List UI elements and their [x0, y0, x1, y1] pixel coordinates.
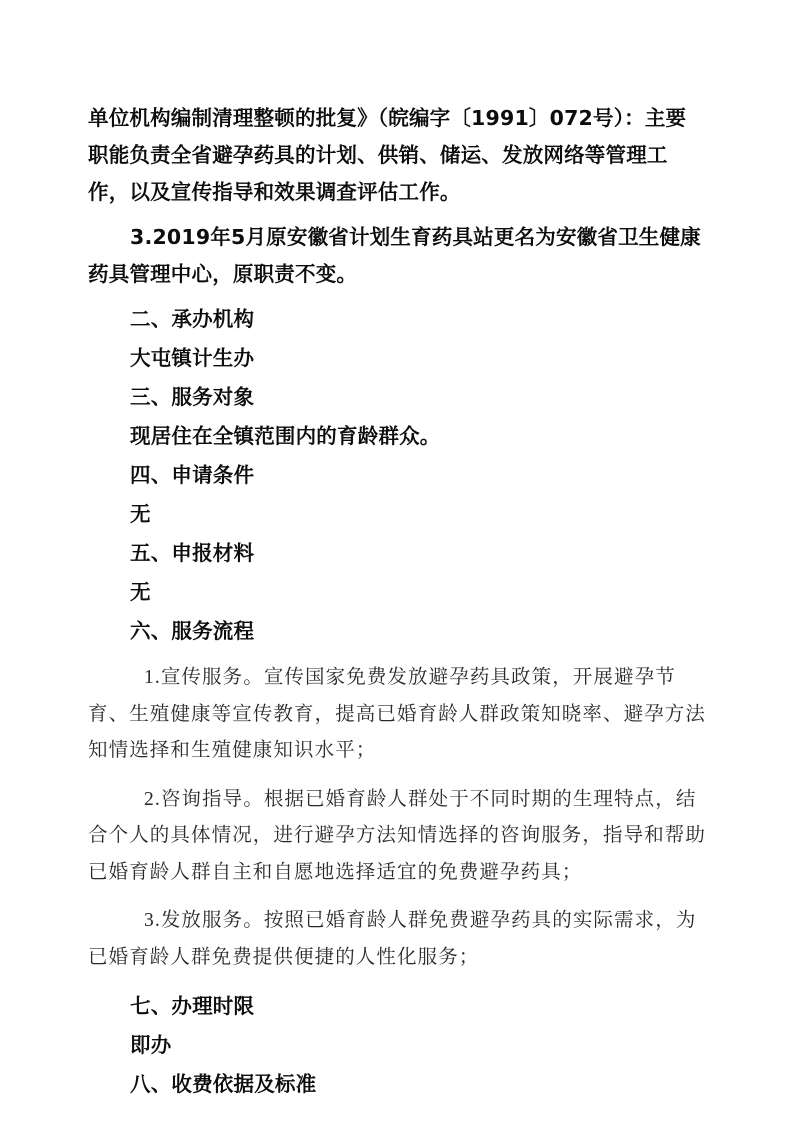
heading-section-6: 六、服务流程	[130, 619, 255, 643]
heading-section-2: 二、承办机构	[130, 307, 255, 331]
paragraph-continuation: 单位机构编制清理整顿的批复》（皖编字〔1991〕072号）：主要职能负责全省避孕药具的计划、供销、储运、发放网络等管理工作，以及宣传指导和效果调查评估工作。	[88, 106, 687, 204]
paragraph-item-3: 3.2019年5月原安徽省计划生育药具站更名为安徽省卫生健康药具管理中心，原职责不变。	[88, 225, 701, 286]
heading-section-8: 八、收费依据及标准	[130, 1072, 317, 1096]
paragraph-flow-1: 1.宣传服务。宣传国家免费发放避孕药具政策，开展避孕节育、生殖健康等宣传教育，提高已婚育龄人群政策知晓率、避孕方法知情选择和生殖健康知识水平；	[88, 667, 707, 761]
paragraph-section-7-body: 即办	[130, 1033, 172, 1057]
paragraph-section-2-body: 大屯镇计生办	[130, 346, 255, 370]
heading-section-7: 七、办理时限	[130, 994, 255, 1018]
paragraph-section-3-body: 现居住在全镇范围内的育龄群众。	[130, 424, 441, 448]
paragraph-section-5-body: 无	[130, 580, 151, 604]
heading-section-5: 五、申报材料	[130, 541, 255, 565]
paragraph-section-4-body: 无	[130, 502, 151, 526]
paragraph-flow-3: 3.发放服务。按照已婚育龄人群免费避孕药具的实际需求，为已婚育龄人群免费提供便捷的人性化服务；	[88, 910, 697, 968]
heading-section-3: 三、服务对象	[130, 385, 255, 409]
heading-section-4: 四、申请条件	[130, 463, 255, 487]
paragraph-flow-2: 2.咨询指导。根据已婚育龄人群处于不同时期的生理特点，结合个人的具体情况，进行避孕方法知情选择的咨询服务，指导和帮助已婚育龄人群自主和自愿地选择适宜的免费避孕药具；	[88, 788, 707, 883]
document-body	[88, 100, 706, 1103]
